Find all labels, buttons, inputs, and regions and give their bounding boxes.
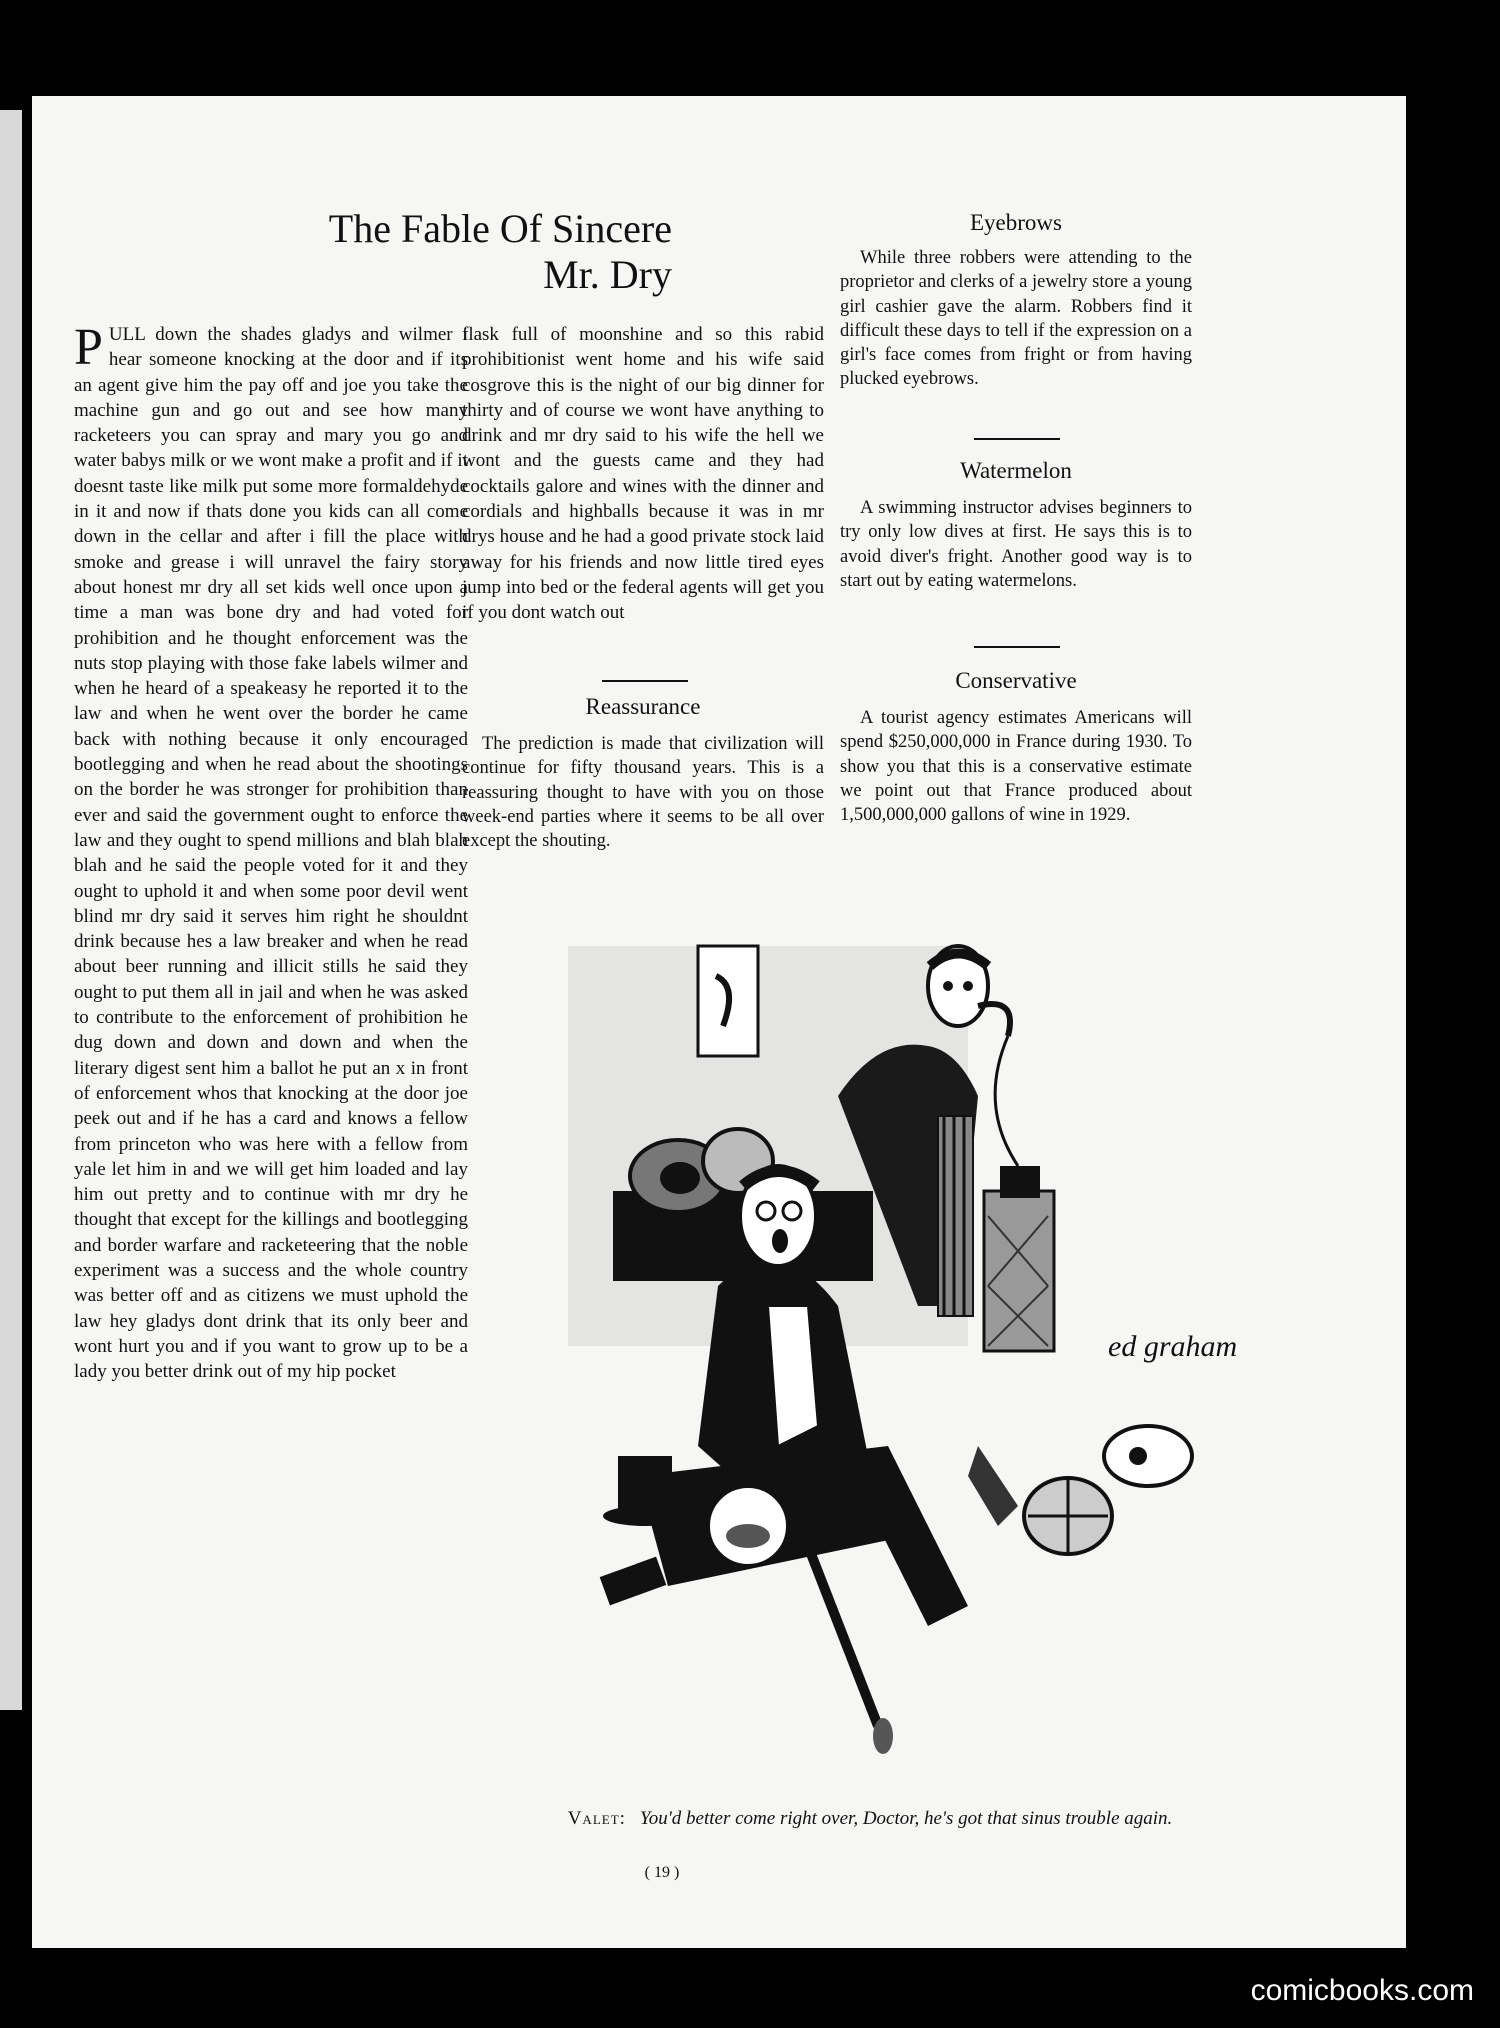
clown-mask xyxy=(1104,1426,1192,1486)
watermelon-text: A swimming instructor advises beginners to try only low dives at first. He says this is to avoid diver's fright. Another good way is to start out by eating watermelons. xyxy=(840,498,1192,591)
article-title xyxy=(252,206,672,298)
adjacent-page-edge xyxy=(0,110,22,1710)
cartoon-caption xyxy=(520,1806,1220,1831)
eyebrows-text: While three robbers were attending to the proprietor and clerks of a jewelry store a young girl cashier gave the alarm. Robbers find it difficult these days to tell if the expression on a girl's face comes from fright or from having plucked eyebrows. xyxy=(840,248,1192,390)
article-column-1 xyxy=(74,319,468,1384)
reassurance-heading: Reassurance xyxy=(585,694,701,719)
section-divider xyxy=(602,680,688,682)
drop-cap: P xyxy=(74,319,103,376)
conservative-text: A tourist agency estimates Americans will spend $250,000,000 in France during 1930. To show you that this is a conservative estimate we point out that France produced about 1,500,000,000 gallons of wine in 1929. xyxy=(840,708,1192,826)
section-divider xyxy=(974,646,1060,648)
watermelon-heading: Watermelon xyxy=(960,458,1072,483)
title-line-1: The Fable Of Sincere xyxy=(328,206,672,251)
section-divider xyxy=(974,438,1060,440)
article-column-2 xyxy=(462,322,824,626)
site-watermark: comicbooks.com xyxy=(1250,1974,1474,2007)
caption-text: You'd better come right over, Doctor, he's got that sinus trouble again. xyxy=(639,1808,1173,1829)
telephone-stand xyxy=(984,1191,1054,1351)
cane xyxy=(808,1546,878,1726)
magazine-page xyxy=(32,96,1406,1948)
article-body-2: flask full of moonshine and so this rabid prohibitionist went home and his wife said cosgrove this is the night of our big dinner for thirty and of course we wont have anything to drink and mr dry said to his wife the hell we wont and the guests came and they had cocktails galore and wines with the dinner and cordials and highballs because it was in mr drys house and he had a good private stock laid away for his friends and now little tired eyes jump into bed or the federal agents will get you if you dont watch out xyxy=(462,324,824,624)
page-number: ( 19 ) xyxy=(644,1864,680,1881)
conservative-heading: Conservative xyxy=(955,668,1077,693)
eyebrows-heading: Eyebrows xyxy=(970,210,1062,235)
reassurance-text: The prediction is made that civilization will continue for fifty thousand years. This is a reassuring thought to have with you on those week-end parties where it seems to be all over except the shouting. xyxy=(462,734,824,852)
telephone xyxy=(1000,1166,1040,1198)
article-body-1: ULL down the shades gladys and wilmer i hear someone knocking at the door and if its an agent give him the pay off and joe you take the machine gun and go out and see how many racketeers you can spray and mary you go and water babys milk or we wont make a profit and if it doesnt taste like milk put some more formaldehyde in it and now if thats done you kids can all come down in the cellar and after i fill the place with smoke and grease i will unravel the fairy story about honest mr dry all set kids well once upon a time a man was bone dry and had voted for prohibition and he thought enforcement was the nuts stop playing with those fake labels wilmer and when he heard of a speakeasy he reported it to the law and when he went over the border he came back with nothing because it only encouraged bootlegging and when he read about the shootings on the border he was stronger for prohibition than ever and said the government ought to enforce the law and they ought to spend millions and blah blah blah and he said the people voted for it and they ought to uphold it and when some poor devil went blind mr dry said it serves him right he shouldnt drink because hes a law breaker and when he read about beer running and illicit stills he said they ought to put them all in jail and when he was asked to contribute to the enforcement of prohibition he dug down and down and down and when the literary digest sent him a ballot he put an x in front of enforcement whos that knocking at the door joe peek out and if he has a card and knows a fellow from princeton who was here with a fellow from yale let him in and we will get him loaded and lay him out pretty and to continue with mr dry he thought that except for the killings and bootlegging and border warfare and racketeering that the noble experiment was a success and the whole country was better off and as citizens we must uphold the law hey gladys dont drink that its only beer and wont hurt you and if you want to grow up to be a lady you better drink out of my hip pocket xyxy=(74,324,468,1383)
bottle xyxy=(968,1446,1018,1526)
title-line-2: Mr. Dry xyxy=(543,252,672,297)
caption-speaker: Valet: xyxy=(567,1808,626,1829)
artist-signature: ed graham xyxy=(1108,1330,1238,1363)
cartoon-illustration xyxy=(548,886,1268,1786)
